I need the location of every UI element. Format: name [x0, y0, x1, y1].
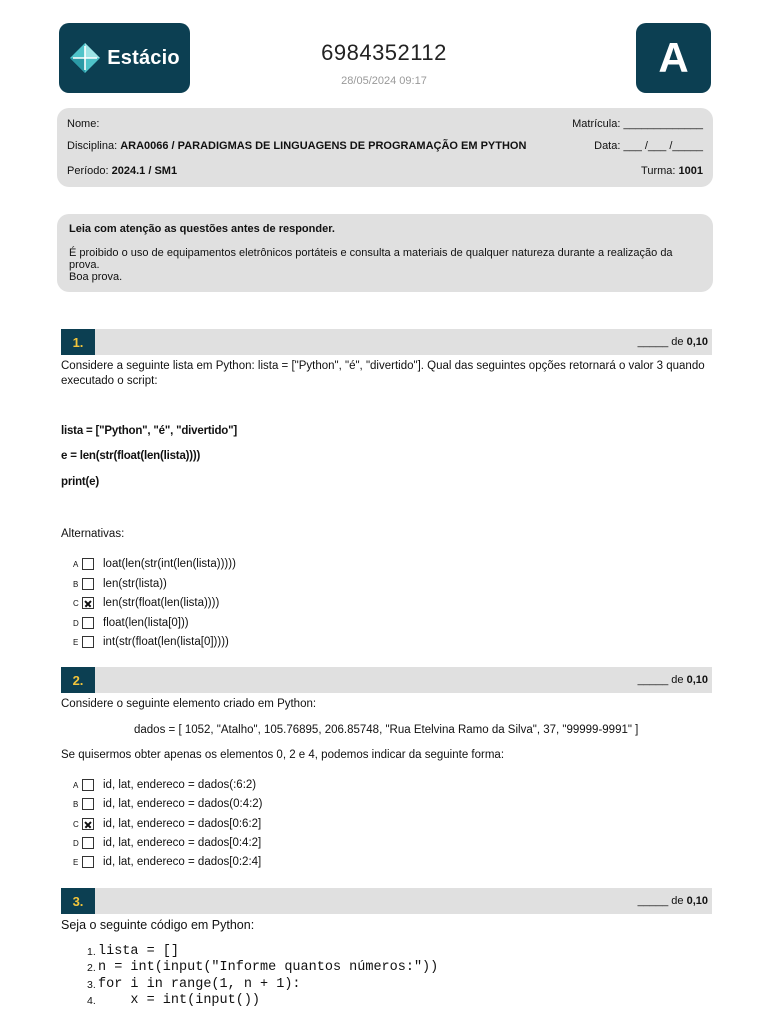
- question-1-option-e[interactable]: [73, 635, 229, 649]
- code-line: [87, 944, 438, 960]
- code-line: [87, 960, 438, 976]
- option-letter: E: [73, 857, 79, 867]
- periodo-row: [67, 165, 177, 177]
- code-text: for i in range(1, n + 1):: [98, 976, 301, 992]
- question-3-code-block: [87, 944, 438, 1009]
- option-text: int(str(float(len(lista[0])))): [103, 636, 229, 648]
- question-2-option-b[interactable]: [73, 797, 263, 811]
- question-3-header: [61, 888, 712, 914]
- nome-label: Nome:: [67, 118, 100, 130]
- option-checkbox[interactable]: [82, 578, 94, 590]
- option-checkbox-checked[interactable]: [82, 597, 94, 609]
- instructions-title: Leia com atenção as questões antes de responder.: [69, 223, 335, 235]
- exam-version-badge: A: [636, 23, 711, 93]
- option-text: id, lat, endereco = dados(:6:2): [103, 779, 257, 791]
- option-letter: E: [73, 637, 79, 647]
- estacio-logo-icon: [69, 42, 101, 74]
- question-2-prompt: Considere o seguinte elemento criado em Python:: [61, 698, 317, 710]
- line-number: 4.: [87, 994, 96, 1007]
- question-1-option-c[interactable]: [73, 596, 219, 610]
- estacio-logo: [59, 23, 190, 93]
- question-2-question: Se quisermos obter apenas os elementos 0, 2 e 4, podemos indicar da seguinte forma:: [61, 749, 505, 761]
- option-text: id, lat, endereco = dados[0:6:2]: [103, 818, 262, 830]
- option-letter: C: [73, 598, 79, 608]
- question-2-option-a[interactable]: [73, 778, 256, 792]
- score-value: 0,10: [686, 336, 708, 348]
- exam-id: 6984352112: [321, 40, 447, 65]
- code-line: e = len(str(float(len(lista)))): [61, 450, 201, 462]
- code-text: lista = []: [98, 944, 180, 959]
- option-checkbox[interactable]: [82, 636, 94, 648]
- instructions-panel: [57, 214, 713, 292]
- line-number: 1.: [87, 946, 96, 958]
- score-value: 0,10: [686, 895, 708, 907]
- option-letter: B: [73, 579, 79, 589]
- option-letter: C: [73, 819, 79, 829]
- question-score: [638, 674, 708, 686]
- logo-text: Estácio: [107, 46, 180, 69]
- question-2-header: [61, 667, 712, 693]
- score-blank: _____ de: [637, 674, 684, 686]
- disciplina-label: Disciplina:: [67, 140, 118, 152]
- alternatives-label: Alternativas:: [61, 528, 125, 540]
- option-checkbox[interactable]: [82, 617, 94, 629]
- option-checkbox[interactable]: [82, 798, 94, 810]
- matricula-field: Matrícula: _____________: [572, 118, 703, 130]
- option-letter: B: [73, 799, 79, 809]
- option-checkbox[interactable]: [82, 837, 94, 849]
- student-info-panel: [57, 108, 713, 187]
- question-3-prompt: Seja o seguinte código em Python:: [61, 918, 255, 932]
- turma-label: Turma:: [641, 165, 676, 177]
- question-2-option-e[interactable]: [73, 855, 261, 869]
- question-score: [638, 895, 708, 907]
- turma-value: 1001: [678, 165, 703, 177]
- score-blank: _____ de: [637, 895, 684, 907]
- option-checkbox[interactable]: [82, 856, 94, 868]
- question-number: 2.: [61, 667, 95, 693]
- instructions-closing: Boa prova.: [69, 271, 123, 283]
- disciplina-row: [67, 140, 526, 152]
- question-1-option-d[interactable]: [73, 616, 189, 630]
- question-number: 1.: [61, 329, 95, 355]
- option-letter: A: [73, 780, 79, 790]
- exam-datetime: 28/05/2024 09:17: [341, 75, 427, 87]
- code-line: [87, 977, 438, 993]
- question-1-option-a[interactable]: [73, 557, 236, 571]
- instructions-line: É proibido o uso de equipamentos eletrônicos portáteis e consulta a materiais de qualquer natureza durante a realização da prova.: [69, 247, 673, 271]
- option-text: id, lat, endereco = dados[0:2:4]: [103, 856, 262, 868]
- question-score: [638, 336, 708, 348]
- periodo-label: Período:: [67, 165, 109, 177]
- code-line: lista = ["Python", "é", "divertido"]: [61, 425, 237, 437]
- score-blank: _____ de: [637, 336, 684, 348]
- option-text: len(str(float(len(lista)))): [103, 597, 220, 609]
- option-checkbox-checked[interactable]: [82, 818, 94, 830]
- code-line: print(e): [61, 476, 100, 488]
- option-text: loat(len(str(int(len(lista))))): [103, 558, 236, 570]
- data-field: Data: ___ /___ /_____: [594, 140, 703, 152]
- option-letter: D: [73, 838, 79, 848]
- line-number: 2.: [87, 962, 96, 975]
- option-text: id, lat, endereco = dados[0:4:2]: [103, 837, 262, 849]
- option-letter: A: [73, 559, 79, 569]
- question-1-option-b[interactable]: [73, 577, 167, 591]
- option-text: id, lat, endereco = dados(0:4:2): [103, 798, 263, 810]
- question-2-data-line: dados = [ 1052, "Atalho", 105.76895, 206.85748, "Rua Etelvina Ramo da Silva", 37, "99999-9991" ]: [134, 724, 639, 736]
- periodo-value: 2024.1 / SM1: [111, 165, 178, 177]
- option-text: len(str(lista)): [103, 578, 167, 590]
- turma-row: [641, 165, 703, 177]
- question-2-option-d[interactable]: [73, 836, 261, 850]
- question-2-option-c[interactable]: [73, 817, 261, 831]
- score-value: 0,10: [686, 674, 708, 686]
- question-1-header: [61, 329, 712, 355]
- code-text: x = int(input()): [98, 992, 261, 1008]
- code-line: [87, 993, 438, 1009]
- question-number: 3.: [61, 888, 95, 914]
- option-letter: D: [73, 618, 79, 628]
- line-number: 3.: [87, 978, 96, 991]
- option-checkbox[interactable]: [82, 558, 94, 570]
- question-1-prompt: Considere a seguinte lista em Python: lista = ["Python", "é", "divertido"]. Qual das seguintes opções retornará o valor 3 quando executado o script:: [61, 360, 705, 387]
- option-text: float(len(lista[0])): [103, 617, 189, 629]
- option-checkbox[interactable]: [82, 779, 94, 791]
- disciplina-value: ARA0066 / PARADIGMAS DE LINGUAGENS DE PROGRAMAÇÃO EM PYTHON: [120, 140, 527, 152]
- code-text: n = int(input("Informe quantos números:")): [98, 960, 439, 976]
